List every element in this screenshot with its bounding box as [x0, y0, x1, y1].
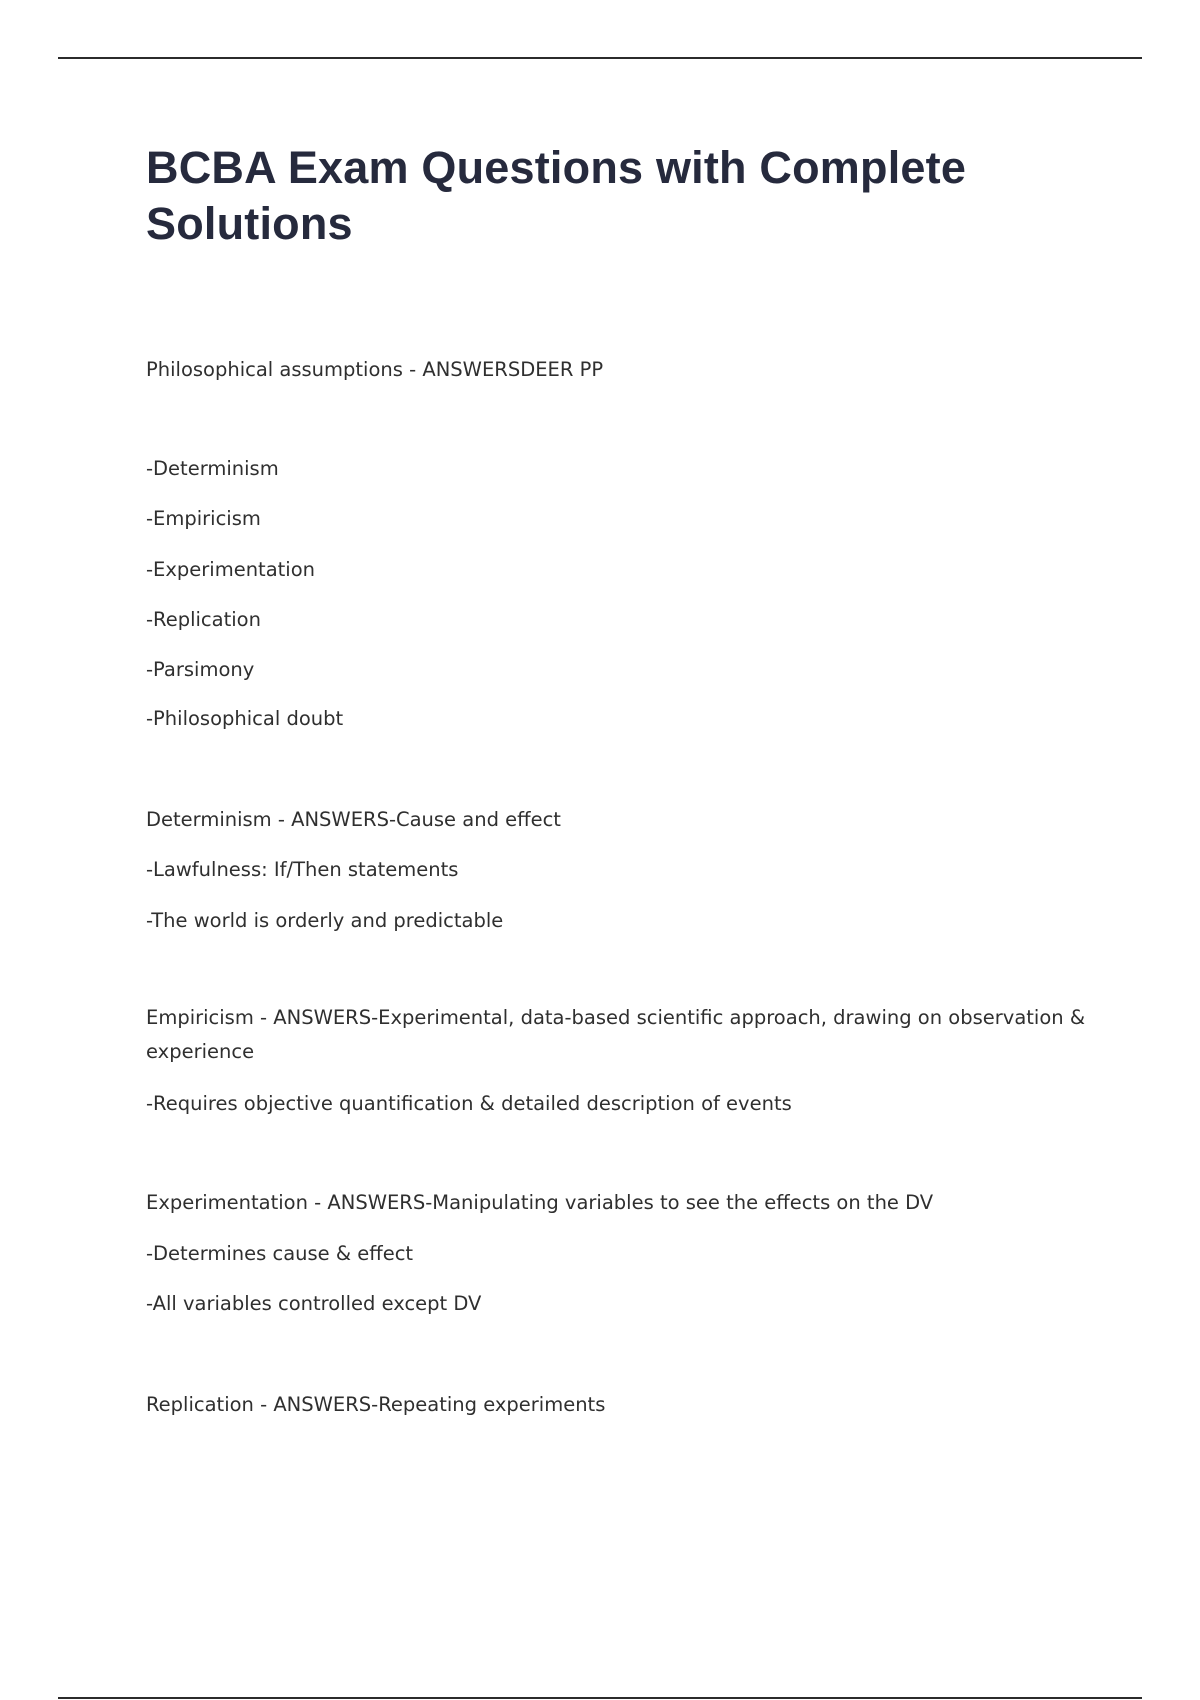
- list-item: -Philosophical doubt: [146, 707, 344, 730]
- list-item: -Experimentation: [146, 558, 316, 581]
- section-heading: Empiricism - ANSWERS-Experimental, data-based scientific approach, drawing on observation & experience: [146, 1006, 1086, 1063]
- document-title: BCBA Exam Questions with Complete Solutions: [146, 142, 967, 249]
- section-heading: Replication - ANSWERS-Repeating experiments: [146, 1393, 606, 1416]
- list-item: -Empiricism: [146, 507, 261, 530]
- list-item: -The world is orderly and predictable: [146, 909, 504, 932]
- list-item: -Determines cause & effect: [146, 1242, 414, 1265]
- list-item: -Lawfulness: If/Then statements: [146, 858, 459, 881]
- list-item: -Parsimony: [146, 658, 255, 681]
- section-heading: Philosophical assumptions - ANSWERSDEER PP: [146, 358, 604, 381]
- section-heading: Experimentation - ANSWERS-Manipulating variables to see the effects on the DV: [146, 1191, 934, 1214]
- document-body: [146, 0, 1096, 1700]
- bottom-divider: [58, 1697, 1142, 1699]
- list-item: -Determinism: [146, 457, 279, 480]
- list-item: -Requires objective quantification & detailed description of events: [146, 1092, 792, 1115]
- section-heading: Determinism - ANSWERS-Cause and effect: [146, 808, 561, 831]
- list-item: -Replication: [146, 608, 261, 631]
- list-item: -All variables controlled except DV: [146, 1292, 482, 1315]
